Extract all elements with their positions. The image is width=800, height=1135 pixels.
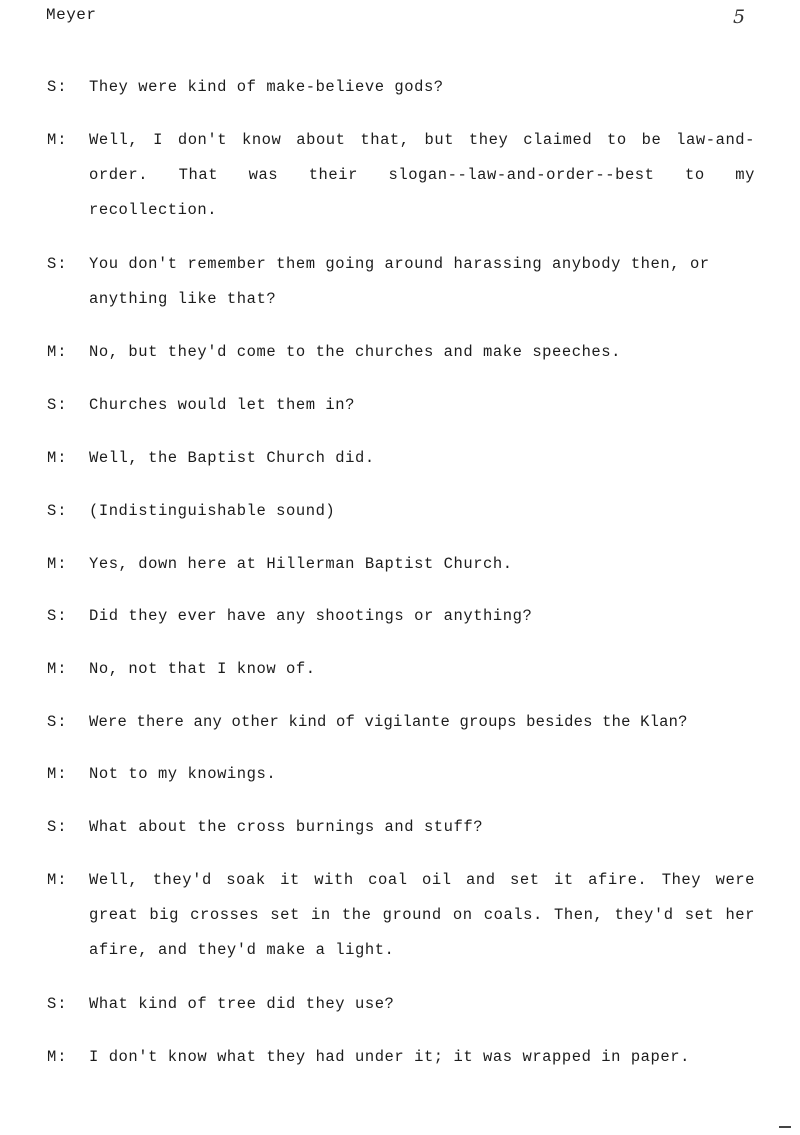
page-edge-mark bbox=[779, 1126, 791, 1128]
turn-text: (Indistinguishable sound) bbox=[89, 502, 336, 520]
turn-text: Were there any other kind of vigilante groups besides the Klan? bbox=[89, 713, 688, 731]
interviewee-name: Meyer bbox=[46, 6, 97, 24]
speaker-label: S: bbox=[47, 995, 68, 1013]
turn-text: No, not that I know of. bbox=[89, 660, 316, 678]
turn-text: Well, they'd soak it with coal oil and set it afire. They were great big crosses set in the ground on coals. Then, they'd set her afire, and they'd make a light. bbox=[89, 871, 755, 959]
turn-text: What about the cross burnings and stuff? bbox=[89, 818, 484, 836]
turn-text: What kind of tree did they use? bbox=[89, 995, 395, 1013]
speaker-label: S: bbox=[47, 818, 68, 836]
speaker-label: M: bbox=[47, 555, 68, 573]
speaker-label: M: bbox=[47, 343, 68, 361]
speaker-label: M: bbox=[47, 660, 68, 678]
turn-text: No, but they'd come to the churches and make speeches. bbox=[89, 343, 621, 361]
speaker-label: S: bbox=[47, 78, 68, 96]
speaker-label: S: bbox=[47, 396, 68, 414]
page-number: 5 bbox=[733, 6, 746, 28]
turn-text: Churches would let them in? bbox=[89, 396, 355, 414]
turn-text: Yes, down here at Hillerman Baptist Church. bbox=[89, 555, 513, 573]
speaker-label: M: bbox=[47, 871, 68, 889]
speaker-label: S: bbox=[47, 607, 68, 625]
turn-text: Did they ever have any shootings or anything? bbox=[89, 607, 533, 625]
turn-text: Not to my knowings. bbox=[89, 765, 277, 783]
speaker-label: M: bbox=[47, 765, 68, 783]
turn-text: You don't remember them going around harassing anybody then, or anything like that? bbox=[89, 255, 710, 308]
turn-text: Well, the Baptist Church did. bbox=[89, 449, 375, 467]
speaker-label: S: bbox=[47, 502, 68, 520]
speaker-label: M: bbox=[47, 1048, 68, 1066]
speaker-label: S: bbox=[47, 713, 68, 731]
speaker-label: S: bbox=[47, 255, 68, 273]
speaker-label: M: bbox=[47, 131, 68, 149]
turn-text: I don't know what they had under it; it was wrapped in paper. bbox=[89, 1048, 690, 1066]
speaker-label: M: bbox=[47, 449, 68, 467]
turn-text: They were kind of make-believe gods? bbox=[89, 78, 444, 96]
turn-text: Well, I don't know about that, but they claimed to be law-and-order. That was their slogan--law-and-order--best to my recollection. bbox=[89, 131, 755, 219]
